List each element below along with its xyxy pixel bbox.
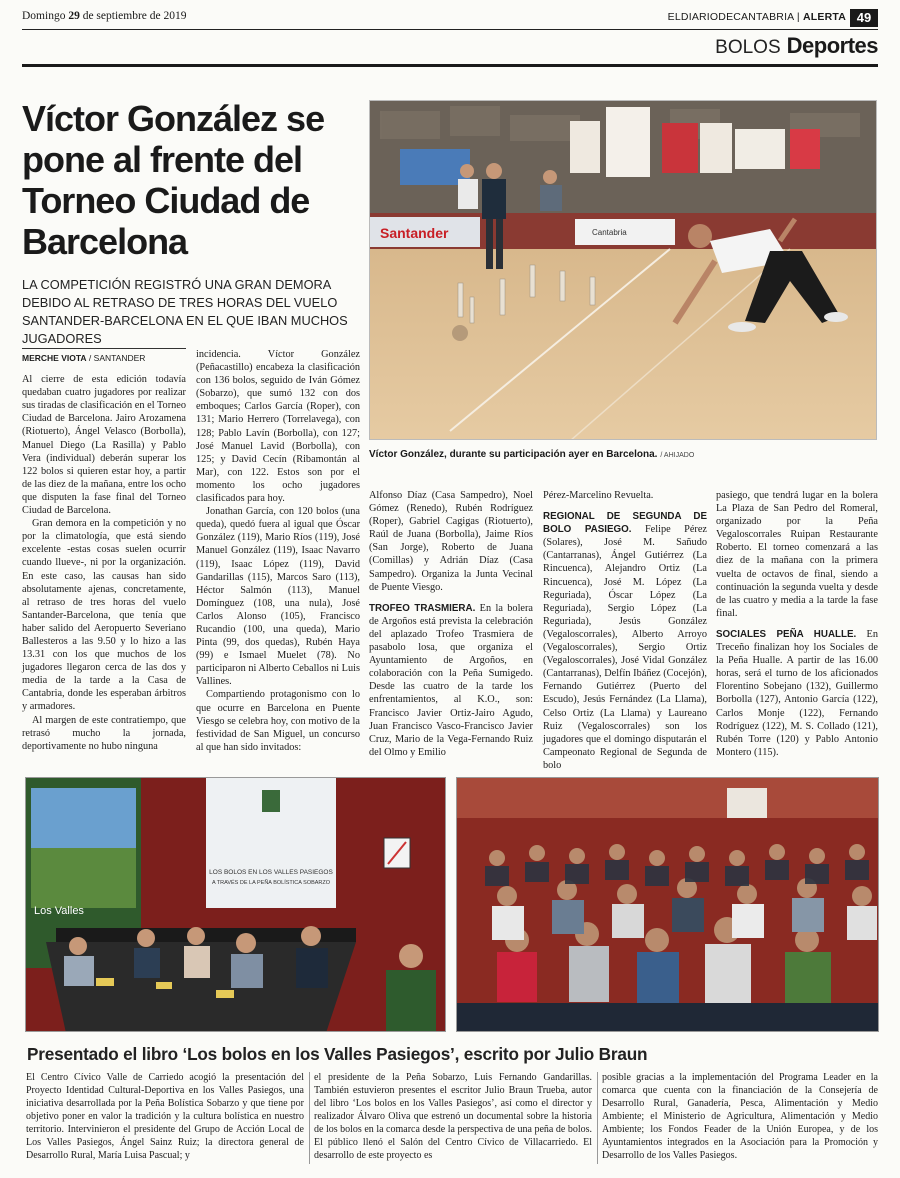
paragraph: REGIONAL DE SEGUNDA DE BOLO PASIEGO. Felipe Pérez (Solares), José M. Sañudo (Cantarranas), Ángel Gutiérrez (La Rincuenca), Alejandro Ortiz (La Rincuenca), José M. López (La Reguriada), Óscar López (La Reguriada), Sergio López (La Reguriada), Jesús González (Vegaloscorrales), Alberto Arroyo (Vegaloscorrales), Sergio Ortiz (Vegaloscorrales), José Vidal González (Cantarranas), Delfín Ibáñez (Cocejón), Fernando Gutiérrez (Puerto del Escudo), Jesús Fernández (La Llama), Celso Ortiz (La Llama) y Laureano Ruiz (Vegaloscorrales) son los jugadores que el domingo disputarán el Campeonato Regional de Segunda de bolo [543, 511, 707, 771]
paragraph: Compartiendo protagonismo con lo que ocurre en Barcelona en Puente Viesgo se celebra hoy, con motivo de la festividad de San Miguel, un concurso al que han sido invitados: [196, 689, 360, 753]
subsection-heading: REGIONAL DE SEGUNDA DE BOLO PASIEGO. [543, 511, 707, 536]
article-column-1 [22, 348, 186, 753]
page-number: 49 [850, 9, 878, 27]
screen-subtitle: A TRAVÉS DE LA PEÑA BOLÍSTICA SOBARZO [211, 880, 331, 886]
cantabria-banner: Cantabria [592, 228, 627, 237]
paragraph: SOCIALES PEÑA HUALLE. En Treceño finalizan hoy los Sociales de la Peña Hualle. A partir de las 16.00 horas, será el turno de los aficionados Florentino Sobejano (132), Guillermo Borbolla (127), Antonio García (122), Carlos Monje (122), Fernando Rodríguez (122), M. S. Collado (121), Rubén Torre (120) y Pablo Antonio Montero (115). [716, 628, 878, 758]
banner-text: Los Valles [34, 905, 84, 917]
paragraph: Al margen de este contratiempo, que retrasó mucho la jornada, deportivamente no hubo ninguna [22, 714, 186, 752]
presentation-panel-photo [25, 777, 446, 1032]
paragraph: Al cierre de esta edición todavía quedaban cuatro jugadores por realizar sus tiradas de clasificación en el Torneo Ciudad de Barcelona. Jairo Arozamena (Riotuerto), Ángel Velasco (Borbolla), Manuel Diego (La Rasilla) y Pablo Vera (individual) deberán superar los 122 bolos si quieren estar hoy, a partir de las diez de la mañana, entre los ocho que disputen la fase final del Torneo Ciudad de Barcelona. [22, 374, 186, 517]
article-column-5 [716, 489, 878, 759]
bowling-scene-illustration [370, 101, 877, 440]
subsection-heading: SOCIALES PEÑA HUALLE. [716, 628, 857, 640]
section-name: Deportes [786, 33, 878, 58]
paragraph: TROFEO TRASMIERA. En la bolera de Argoños está prevista la celebración del aplazado Trofeo Trasmiera de pasabolo losa, que organiza el Ayuntamiento de Argoños, en colaboración con la Peña Sumigedo. Desde las cuatro de la tarde los enfrentamientos, al K.O., son: Francisco Javier Ortiz-Jairo Agudo, Juan Francisco Vasco-Francisco Javier Cruz, Mario de la Vega-Fernando Ruiz del Olmo y Emilio [369, 602, 534, 758]
paragraph: Jonathan García, con 120 bolos (una queda), quedó fuera al igual que Óscar González (119), Mario Ríos (119), José Manuel González (119), Isaac Navarro (119), Isaac López (119), David Gandarillas (115), Marcos Saro (113), Héctor Salmón (113), Manuel Domínguez (108, una nula), José Carlos Alonso (105), Francisco Rucandio (100, una queda), Mario Pinta (99, dos quedas), Rubén Haya (99) e Ismael Muelet (78). No participaron ni Alberto Ceballos ni Luis Vallines. [196, 506, 360, 688]
paragraph: pasiego, que tendrá lugar en la bolera La Plaza de San Pedro del Romeral, organizado por la Peña Vegaloscorrales Ruipan Restaurante Roberto. El torneo comenzará a las diez de la mañana con la primera vuelta de octavos de final, siendo a continuación la segunda vuelta y desde de las cuatro y media a la tarde la fase final. [716, 490, 878, 619]
sponsor-banner: Santander [380, 225, 449, 241]
byline: MERCHE VIOTA / SANTANDER [22, 348, 186, 365]
article-column-2 [196, 348, 360, 754]
newspaper-name: ELDIARIODECANTABRIA | ALERTA [667, 11, 846, 23]
page-header [22, 10, 878, 28]
audience-photo [456, 777, 879, 1032]
column-divider [309, 1072, 310, 1164]
article-column-4 [543, 489, 707, 772]
second-article-column-2: el presidente de la Peña Sobarzo, Luis Fernando Gandarillas. También estuvieron presentes el escritor Julio Braun Trueba, autor del libro ‘Los bolos en los Valles Pasiegos’, así como el director y realizador Álvaro Oliva que estrenó un documental sobre la historia de los bolos en la comarca desde la perspectiva de una peña de bolos. El público llenó el Salón del Centro Cívico de Villacarriedo. El desarrollo de este proyecto es [314, 1072, 592, 1161]
screen-title: LOS BOLOS EN LOS VALLES PASIEGOS [209, 869, 333, 876]
photo-credit: / AHIJADO [660, 452, 695, 459]
section-rule [22, 64, 878, 67]
photo-caption: Víctor González, durante su participación ayer en Barcelona. / AHIJADO [369, 449, 695, 460]
presentation-illustration [26, 778, 446, 1032]
issue-date: Domingo 29 de septiembre de 2019 [22, 10, 187, 22]
article-column-3 [369, 489, 533, 759]
audience-illustration [457, 778, 879, 1032]
paragraph: incidencia. Víctor González (Peñacastillo) encabeza la clasificación con 136 bolos, seguido de Iván Gómez (Sobarzo), que sumó 132 con dos emboques; Carlos García (Roper), con 131; Mario Herrero (Torrelavega), con 128; Pablo Lavín (Borbolla), con 127; José Manuel Lavid (Borbolla), con 125; y David Cecín (Ribamontán al Mar), con 122. Estos son por el momento los ocho jugadores clasificados para hoy. [196, 349, 360, 505]
paragraph: Gran demora en la competición y no por la climatología, que está siendo excelente -estas cosas suelen ocurrir cuando llueve-, ni por la organización. En este caso, las causas han sido absolutamente ajenas, concretamente, al retraso de tres horas del vuelo Santander-Barcelona, que tenía que haber salido del Aeropuerto Severiano Ballesteros a las 9.50 y lo hizo a las 13.31 con los que muchos de los jugadores llegaron cerca de las dos y media de la tarde a la Casa de Cantabria, donde les esperaban árbitros y armadores. [22, 518, 186, 713]
article-subhead: LA COMPETICIÓN REGISTRÓ UNA GRAN DEMORA DEBIDO AL RETRASO DE TRES HORAS DEL VUELO SANTANDER-BARCELONA EN EL QUE IBAN MUCHOS JUGADORES [22, 277, 348, 346]
article-headline: Víctor González se pone al frente del Torneo Ciudad de Barcelona [22, 98, 325, 262]
second-article-column-1: El Centro Cívico Valle de Carriedo acogió la presentación del Proyecto Identidad Cultural-Deportiva en los Valles Pasiegos, una iniciativa desarrollada por la Peña Bolística Sobarzo y que tiene por objetivo poner en valor la tradición y la cultura bolística en nuestro territorio. Intervinieron el presidente del Grupo de Acción Local de Los Valles Pasiegos, Ángel Sainz Ruiz; la directora general de Desarrollo Rural, María Luisa Pascual; y [26, 1072, 304, 1161]
section-title [715, 33, 878, 59]
second-article-column-3: posible gracias a la implementación del Programa Leader en la comarca que cuenta con la financiación de la Consejería de Desarrollo Rural, Ganadería, Pesca, Alimentación y Medio Ambiente; el Ministerio de Agricultura, Alimentación y Medio Ambiente; los Fondos Feader de la Unión Europea, y de los Ayuntamientos integrados en la Asociación para la Promoción y Desarrollo de los Valles Pasiegos. [602, 1072, 878, 1161]
header-rule [22, 29, 878, 30]
paragraph: Alfonso Díaz (Casa Sampedro), Noel Gómez (Renedo), Rubén Rodríguez (Roper), Gabriel Cagigas (Riotuerto), Raúl de Juana (Borbolla), Jaime Ríos (San Jorge), Roberto de Juana (Comillas) y Adrián Díaz (Casa Sampedro). Organiza la Junta Vecinal de Puente Viesgo. [369, 490, 533, 593]
second-article-headline: Presentado el libro ‘Los bolos en los Valles Pasiegos’, escrito por Julio Braun [27, 1044, 648, 1064]
column-divider [597, 1072, 598, 1164]
bowling-photo [369, 100, 877, 440]
paragraph: Pérez-Marcelino Revuelta. [543, 490, 654, 501]
subsection-heading: TROFEO TRASMIERA. [369, 602, 476, 614]
section-subtitle: BOLOS [715, 37, 781, 58]
